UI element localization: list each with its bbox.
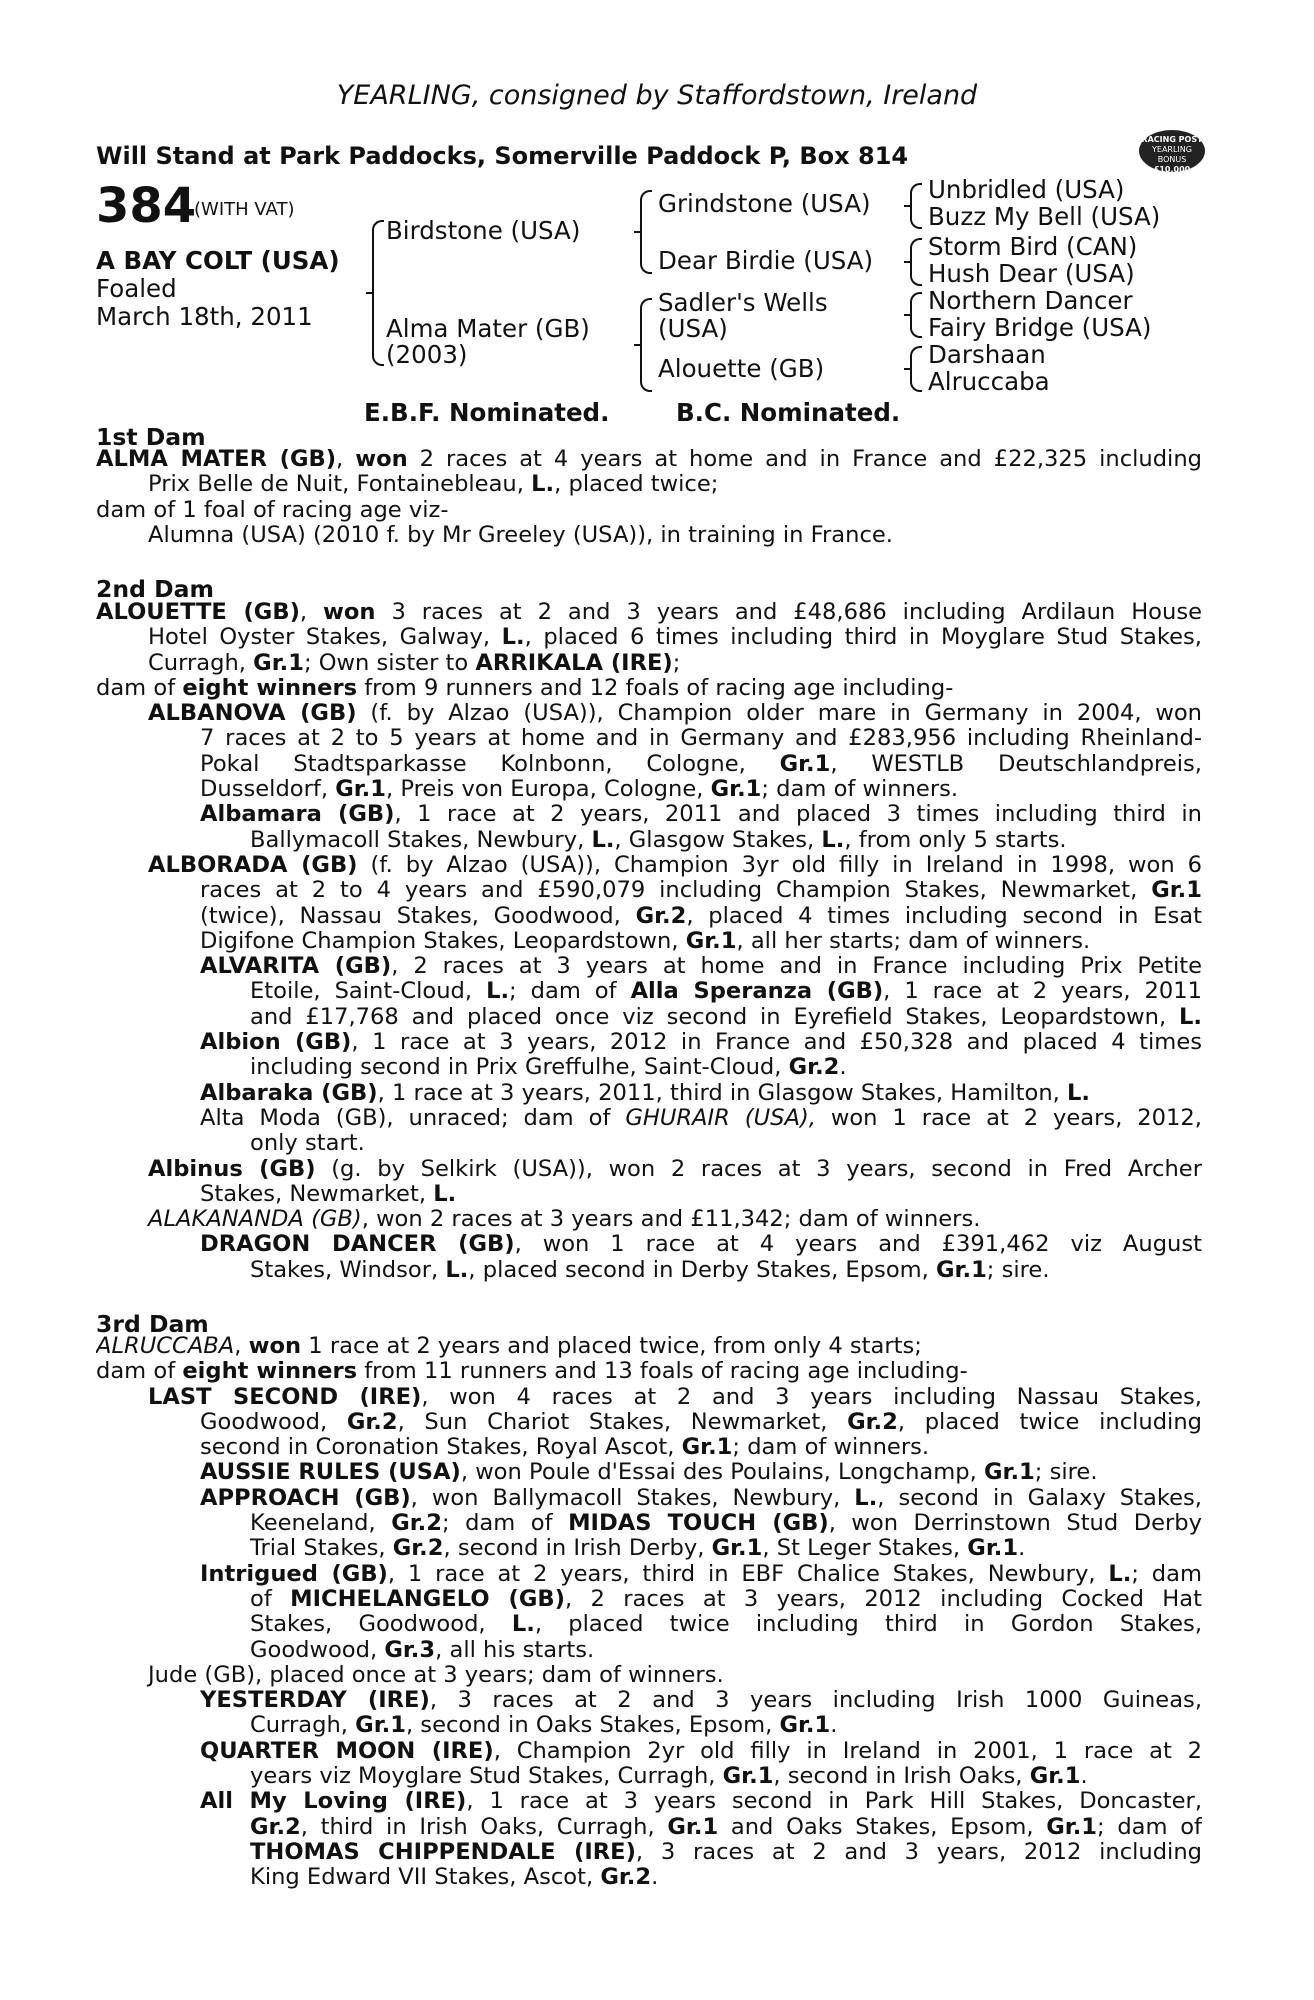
pedigree-sd: Dear Birdie (USA)	[658, 246, 874, 275]
text-run: .	[1080, 1764, 1088, 1790]
bold-run: Gr.2	[788, 1055, 840, 1081]
pedigree-ds-line1: Sadler's Wells	[658, 288, 828, 317]
bold-run: ALBORADA (GB)	[148, 852, 358, 878]
pedigree-dds: Darshaan	[928, 340, 1046, 369]
bold-run: Gr.1	[335, 777, 386, 803]
bold-run: Gr.2	[250, 1814, 301, 1840]
text-run: , 3 races at 2 and 3 years, 2012 including	[635, 1839, 1202, 1865]
text-run: ; dam of	[1097, 1814, 1202, 1840]
pedigree-sire: Birdstone (USA)	[386, 216, 581, 245]
text-line	[96, 472, 1202, 497]
text-line	[96, 1789, 1202, 1814]
text-run: Curragh,	[250, 1713, 356, 1739]
text-line	[96, 1815, 1202, 1840]
bold-run: ALMA MATER (GB)	[96, 447, 337, 472]
pedigree-sds: Storm Bird (CAN)	[928, 232, 1138, 261]
text-line	[96, 1536, 1202, 1561]
bold-run: Gr.1	[685, 928, 737, 954]
text-line	[96, 1359, 1202, 1384]
text-run: , 1 race at 3 years, 2012 in France and £50,328 and placed 4 times	[351, 1030, 1202, 1056]
text-line	[96, 1055, 1202, 1080]
bold-run: Gr.1	[681, 1435, 733, 1461]
text-run: Alumna (USA) (2010 f. by Mr Greeley (USA)), in training in France.	[148, 522, 893, 548]
text-run: , from only 5 starts.	[844, 827, 1067, 853]
text-run: , 1 race at 2 years, 2011	[883, 979, 1202, 1005]
text-run: (g. by Selkirk (USA)), won 2 races at 3 years, second in Fred Archer	[315, 1156, 1202, 1182]
text-run: 3 races at 2 and 3 years and £48,686 including Ardilaun House	[375, 600, 1202, 625]
text-line	[96, 1688, 1202, 1713]
text-line	[96, 1865, 1202, 1890]
foaled-date: March 18th, 2011	[96, 302, 313, 331]
dam1-text	[96, 447, 1202, 548]
text-line	[96, 904, 1202, 929]
text-run: ;	[672, 650, 681, 676]
text-run: Jude (GB), placed once at 3 years; dam of winners.	[148, 1662, 724, 1688]
bold-run: L.	[433, 1181, 457, 1207]
text-line	[96, 1207, 1202, 1232]
text-run: , Glasgow Stakes,	[614, 827, 822, 853]
text-run: , 3 races at 2 and 3 years including Irish 1000 Guineas,	[429, 1688, 1202, 1714]
text-line	[96, 752, 1202, 777]
bold-run: Gr.2	[600, 1865, 652, 1891]
text-line	[96, 447, 1202, 472]
text-line	[96, 1460, 1202, 1485]
lot-description: A BAY COLT (USA)	[96, 246, 340, 275]
text-line	[96, 1486, 1202, 1511]
text-run: , all her starts; dam of winners.	[736, 928, 1091, 954]
text-run: , third in Irish Oaks, Curragh,	[300, 1814, 668, 1840]
pedigree-brace-sire	[640, 190, 652, 274]
text-line	[96, 1511, 1202, 1536]
text-line	[96, 1739, 1202, 1764]
text-run: Digifone Champion Stakes, Leopardstown,	[200, 928, 686, 954]
text-line	[96, 1005, 1202, 1030]
bold-run: L.	[531, 472, 555, 498]
bold-run: Gr.1	[1151, 878, 1202, 904]
bold-run: Gr.3	[384, 1637, 436, 1663]
logo-line-2: YEARLING BONUS	[1152, 145, 1192, 164]
text-run: years viz Moyglare Stud Stakes, Curragh,	[250, 1764, 723, 1790]
pedigree-dam-line2: (2003)	[386, 340, 468, 369]
lot-number: 384	[96, 178, 197, 234]
text-line	[96, 1638, 1202, 1663]
bold-run: Gr.1	[779, 751, 831, 777]
text-line	[96, 1840, 1202, 1865]
text-run: , won 2 races at 3 years and £11,342; dam of winners.	[361, 1207, 981, 1233]
text-line	[96, 701, 1202, 726]
bold-run: L.	[511, 1612, 535, 1638]
vat-label: (WITH VAT)	[194, 199, 295, 220]
bold-run: Gr.1	[936, 1257, 987, 1283]
yearling-bonus-logo	[1139, 130, 1205, 172]
text-run: ; Own sister to	[303, 650, 476, 676]
text-run: Goodwood,	[250, 1637, 385, 1663]
text-run: Trial Stakes,	[250, 1536, 393, 1562]
text-line	[96, 1562, 1202, 1587]
text-run: , placed twice including third in Gordon Stakes,	[534, 1612, 1202, 1638]
text-run: , placed 4 times including second in Esat	[686, 903, 1202, 929]
text-run: ; dam of winners.	[732, 1435, 930, 1461]
bold-run: won	[355, 447, 408, 472]
text-run: King Edward VII Stakes, Ascot,	[250, 1865, 601, 1891]
pedigree-brace-ds	[910, 292, 922, 338]
text-run: dam of	[96, 675, 183, 701]
bold-run: Gr.2	[635, 903, 687, 929]
text-run: and Oaks Stakes, Epsom,	[718, 1814, 1047, 1840]
text-line	[96, 726, 1202, 751]
text-run: , 1 race at 3 years, 2011, third in Glasgow Stakes, Hamilton,	[377, 1080, 1068, 1106]
bold-run: All My Loving (IRE)	[200, 1789, 467, 1815]
text-run: , 1 race at 2 years, 2011 and placed 3 times including third in	[394, 802, 1202, 828]
text-run: 1 race at 2 years and placed twice, from only 4 starts;	[301, 1334, 922, 1359]
bold-run: ALVARITA (GB)	[200, 954, 392, 980]
text-line	[96, 853, 1202, 878]
text-line	[96, 1182, 1202, 1207]
text-line	[96, 1663, 1202, 1688]
text-run: .	[1018, 1536, 1026, 1562]
text-line	[96, 1764, 1202, 1789]
text-run: Alta Moda (GB), unraced; dam of	[200, 1105, 626, 1131]
text-run: of	[250, 1586, 291, 1612]
text-run: only start.	[250, 1131, 365, 1157]
text-line	[96, 1157, 1202, 1182]
bold-run: L.	[854, 1485, 878, 1511]
bold-run: L.	[821, 827, 845, 853]
text-run: , placed 6 times including third in Moyglare Stud Stakes,	[524, 625, 1202, 651]
text-line	[96, 1587, 1202, 1612]
logo-line-3: £10,000	[1153, 165, 1191, 174]
text-line	[96, 676, 1202, 701]
bold-run: LAST SECOND (IRE)	[148, 1384, 422, 1410]
bc-nominated: B.C. Nominated.	[676, 398, 901, 427]
bold-run: L.	[486, 979, 510, 1005]
text-run: .	[839, 1055, 847, 1081]
text-line	[96, 802, 1202, 827]
text-run: , placed twice including	[897, 1409, 1202, 1435]
text-line	[96, 651, 1202, 676]
text-run: Stakes, Newmarket,	[200, 1181, 434, 1207]
text-run: , second in Oaks Stakes, Epsom,	[405, 1713, 780, 1739]
bold-run: Gr.1	[355, 1713, 406, 1739]
text-run: , placed second in Derby Stakes, Epsom,	[468, 1257, 937, 1283]
text-run: , Preis von Europa, Cologne,	[386, 777, 711, 803]
pedigree-brace-ss	[910, 183, 922, 229]
text-run: Ballymacoll Stakes, Newbury,	[250, 827, 592, 853]
text-run: , second in Galaxy Stakes,	[877, 1485, 1202, 1511]
text-run: and £17,768 and placed once viz second in Eyrefield Stakes, Leopardstown,	[250, 1004, 1180, 1030]
bold-run: APPROACH (GB)	[200, 1485, 411, 1511]
bold-run: Gr.1	[984, 1460, 1035, 1486]
bold-run: Gr.1	[711, 1536, 763, 1562]
bold-run: Gr.1	[779, 1713, 831, 1739]
text-line	[96, 1232, 1202, 1257]
text-run: Prix Belle de Nuit, Fontainebleau,	[148, 472, 532, 498]
pedigree-ss: Grindstone (USA)	[658, 189, 871, 218]
text-run: including second in Prix Greffulhe, Saint-Cloud,	[250, 1055, 789, 1081]
text-run: , WESTLB Deutschlandpreis,	[830, 751, 1202, 777]
bold-run: Albion (GB)	[200, 1030, 352, 1056]
text-run: , won 4 races at 2 and 3 years including Nassau Stakes,	[421, 1384, 1202, 1410]
pedigree-dsd: Fairy Bridge (USA)	[928, 313, 1152, 342]
text-run: ,	[299, 600, 324, 625]
pedigree-brace-dam	[640, 298, 652, 392]
bold-run: Albinus (GB)	[148, 1156, 316, 1182]
text-run: , 2 races at 3 years at home and in France including Prix Petite	[391, 954, 1202, 980]
pedigree-ddd: Alruccaba	[928, 367, 1050, 396]
text-run: , won 1 race at 4 years and £391,462 viz August	[514, 1232, 1202, 1258]
logo-line-1: RACING POST	[1141, 135, 1203, 144]
text-line	[96, 1081, 1202, 1106]
text-run: won 1 race at 2 years, 2012,	[815, 1105, 1202, 1131]
text-run: ; dam of	[509, 979, 631, 1005]
text-line	[96, 600, 1202, 625]
text-run: dam of 1 foal of racing age viz-	[96, 497, 449, 523]
bold-run: Gr.2	[391, 1511, 442, 1537]
text-line	[96, 1410, 1202, 1435]
bold-run: L.	[1108, 1561, 1132, 1587]
pedigree-sss: Unbridled (USA)	[928, 175, 1125, 204]
text-line	[96, 523, 1202, 548]
text-line	[96, 1258, 1202, 1283]
pedigree-dam-line1: Alma Mater (GB)	[386, 314, 590, 343]
bold-run: YESTERDAY (IRE)	[200, 1688, 430, 1714]
bold-run: Gr.1	[253, 650, 304, 676]
text-run: Hotel Oyster Stakes, Galway,	[148, 625, 502, 651]
pedigree-brace-gen1	[372, 220, 384, 366]
text-run: , St Leger Stakes,	[762, 1536, 968, 1562]
foaled-label: Foaled	[96, 274, 177, 303]
text-run: , Champion 2yr old filly in Ireland in 2001, 1 race at 2	[493, 1738, 1202, 1764]
bold-run: AUSSIE RULES (USA)	[200, 1460, 461, 1486]
text-run: Stakes, Goodwood,	[250, 1612, 512, 1638]
bold-run: L.	[591, 827, 615, 853]
text-run: , 1 race at 3 years second in Park Hill Stakes, Doncaster,	[466, 1789, 1202, 1815]
bold-run: L.	[501, 625, 525, 651]
text-run: ; sire.	[986, 1257, 1050, 1283]
text-run: Keeneland,	[250, 1511, 392, 1537]
text-run: , 1 race at 2 years, third in EBF Chalice Stakes, Newbury,	[387, 1561, 1109, 1587]
bold-run: Gr.1	[667, 1814, 719, 1840]
dam3-text	[96, 1334, 1202, 1891]
bold-run: DRAGON DANCER (GB)	[200, 1232, 515, 1258]
bold-run: ALBANOVA (GB)	[148, 701, 357, 727]
bold-run: Albaraka (GB)	[200, 1080, 378, 1106]
page-title: YEARLING, consigned by Staffordstown, Ireland	[336, 80, 978, 111]
text-run: , second in Irish Oaks,	[773, 1764, 1030, 1790]
italic-run: ALAKANANDA (GB)	[148, 1207, 362, 1233]
bold-run: L.	[1067, 1080, 1091, 1106]
ebf-nominated: E.B.F. Nominated.	[364, 398, 610, 427]
dam2-heading: 2nd Dam	[96, 575, 214, 603]
text-run: Goodwood,	[200, 1409, 347, 1435]
text-run: , won Derrinstown Stud Derby	[828, 1511, 1202, 1537]
text-run: ; dam of	[441, 1511, 569, 1537]
text-run: , second in Irish Derby,	[443, 1536, 712, 1562]
text-run: 7 races at 2 to 5 years at home and in Germany and £283,956 including Rheinland-	[200, 726, 1202, 752]
bold-run: Gr.2	[392, 1536, 444, 1562]
pedigree-ssd: Buzz My Bell (USA)	[928, 202, 1161, 231]
text-line	[96, 828, 1202, 853]
pedigree-dss: Northern Dancer	[928, 286, 1133, 315]
text-line	[96, 929, 1202, 954]
text-line	[96, 498, 1202, 523]
text-line	[96, 878, 1202, 903]
dam1-heading: 1st Dam	[96, 423, 206, 451]
pedigree-brace-dd	[910, 346, 922, 392]
text-line	[96, 777, 1202, 802]
bold-run: THOMAS CHIPPENDALE (IRE)	[250, 1839, 636, 1865]
text-run: dam of	[96, 1359, 183, 1385]
pedigree-dd: Alouette (GB)	[658, 354, 825, 383]
location-line: Will Stand at Park Paddocks, Somerville Paddock P, Box 814	[96, 142, 909, 170]
bold-run: MIDAS TOUCH (GB)	[568, 1511, 829, 1537]
italic-run: GHURAIR (USA),	[625, 1105, 816, 1131]
text-run: (twice), Nassau Stakes, Goodwood,	[200, 903, 636, 929]
text-run: Curragh,	[148, 650, 254, 676]
text-run: ; sire.	[1034, 1460, 1098, 1486]
text-line	[96, 1131, 1202, 1156]
text-line	[96, 625, 1202, 650]
bold-run: Gr.1	[967, 1536, 1019, 1562]
text-line	[96, 1106, 1202, 1131]
pedigree-ds-line2: (USA)	[658, 314, 728, 343]
bold-run: ARRIKALA (IRE)	[475, 650, 673, 676]
text-line	[96, 954, 1202, 979]
text-line	[96, 1612, 1202, 1637]
text-run: from 11 runners and 13 foals of racing age including-	[357, 1359, 968, 1385]
text-run: (f. by Alzao (USA)), Champion 3yr old filly in Ireland in 1998, won 6	[357, 852, 1202, 878]
text-run: Etoile, Saint-Cloud,	[250, 979, 487, 1005]
text-run: , placed twice;	[554, 472, 719, 498]
text-run: , all his starts.	[435, 1637, 595, 1663]
text-line	[96, 1334, 1202, 1359]
text-line	[96, 1435, 1202, 1460]
bold-run: Intrigued (GB)	[200, 1561, 388, 1587]
bold-run: Gr.1	[1046, 1814, 1098, 1840]
text-run: races at 2 to 4 years and £590,079 including Champion Stakes, Newmarket,	[200, 878, 1152, 904]
bold-run: QUARTER MOON (IRE)	[200, 1738, 494, 1764]
text-line	[96, 979, 1202, 1004]
text-run: , won Poule d'Essai des Poulains, Longchamp,	[460, 1460, 984, 1486]
text-line	[96, 1713, 1202, 1738]
text-run: .	[651, 1865, 659, 1891]
pedigree-brace-sd	[910, 238, 922, 286]
text-run: second in Coronation Stakes, Royal Ascot,	[200, 1435, 682, 1461]
bold-run: Albamara (GB)	[200, 802, 395, 828]
bold-run: Gr.2	[346, 1409, 398, 1435]
italic-run: ALRUCCABA	[96, 1334, 235, 1359]
bold-run: won	[248, 1334, 302, 1359]
text-run: ; dam	[1131, 1561, 1202, 1587]
bold-run: eight winners	[182, 675, 358, 701]
text-run: 2 races at 4 years at home and in France and £22,325 including	[407, 447, 1202, 472]
text-run: .	[830, 1713, 838, 1739]
text-run: from 9 runners and 12 foals of racing age including-	[357, 675, 954, 701]
dam3-heading: 3rd Dam	[96, 1310, 209, 1338]
bold-run: L.	[1179, 1004, 1202, 1030]
text-line	[96, 1385, 1202, 1410]
bold-run: Gr.1	[722, 1764, 774, 1790]
text-run: Pokal Stadtsparkasse Kolnbonn, Cologne,	[200, 751, 780, 777]
dam2-text	[96, 600, 1202, 1283]
bold-run: Alla Speranza (GB)	[630, 979, 884, 1005]
text-run: Stakes, Windsor,	[250, 1257, 446, 1283]
text-line	[96, 1030, 1202, 1055]
text-run: ,	[234, 1334, 249, 1359]
bold-run: MICHELANGELO (GB)	[290, 1586, 565, 1612]
bold-run: L.	[445, 1257, 469, 1283]
text-run: , 2 races at 3 years, 2012 including Cocked Hat	[564, 1586, 1202, 1612]
bold-run: Gr.2	[847, 1409, 898, 1435]
text-run: (f. by Alzao (USA)), Champion older mare in Germany in 2004, won	[356, 701, 1202, 727]
bold-run: won	[323, 600, 376, 625]
bold-run: ALOUETTE (GB)	[96, 600, 300, 625]
text-run: ,	[336, 447, 356, 472]
bold-run: Gr.1	[710, 777, 762, 803]
text-run: Dusseldorf,	[200, 777, 336, 803]
text-run: , Sun Chariot Stakes, Newmarket,	[397, 1409, 848, 1435]
text-run: , won Ballymacoll Stakes, Newbury,	[410, 1485, 855, 1511]
bold-run: eight winners	[182, 1359, 358, 1385]
bold-run: Gr.1	[1029, 1764, 1081, 1790]
pedigree-sdd: Hush Dear (USA)	[928, 259, 1135, 288]
text-run: ; dam of winners.	[761, 777, 959, 803]
